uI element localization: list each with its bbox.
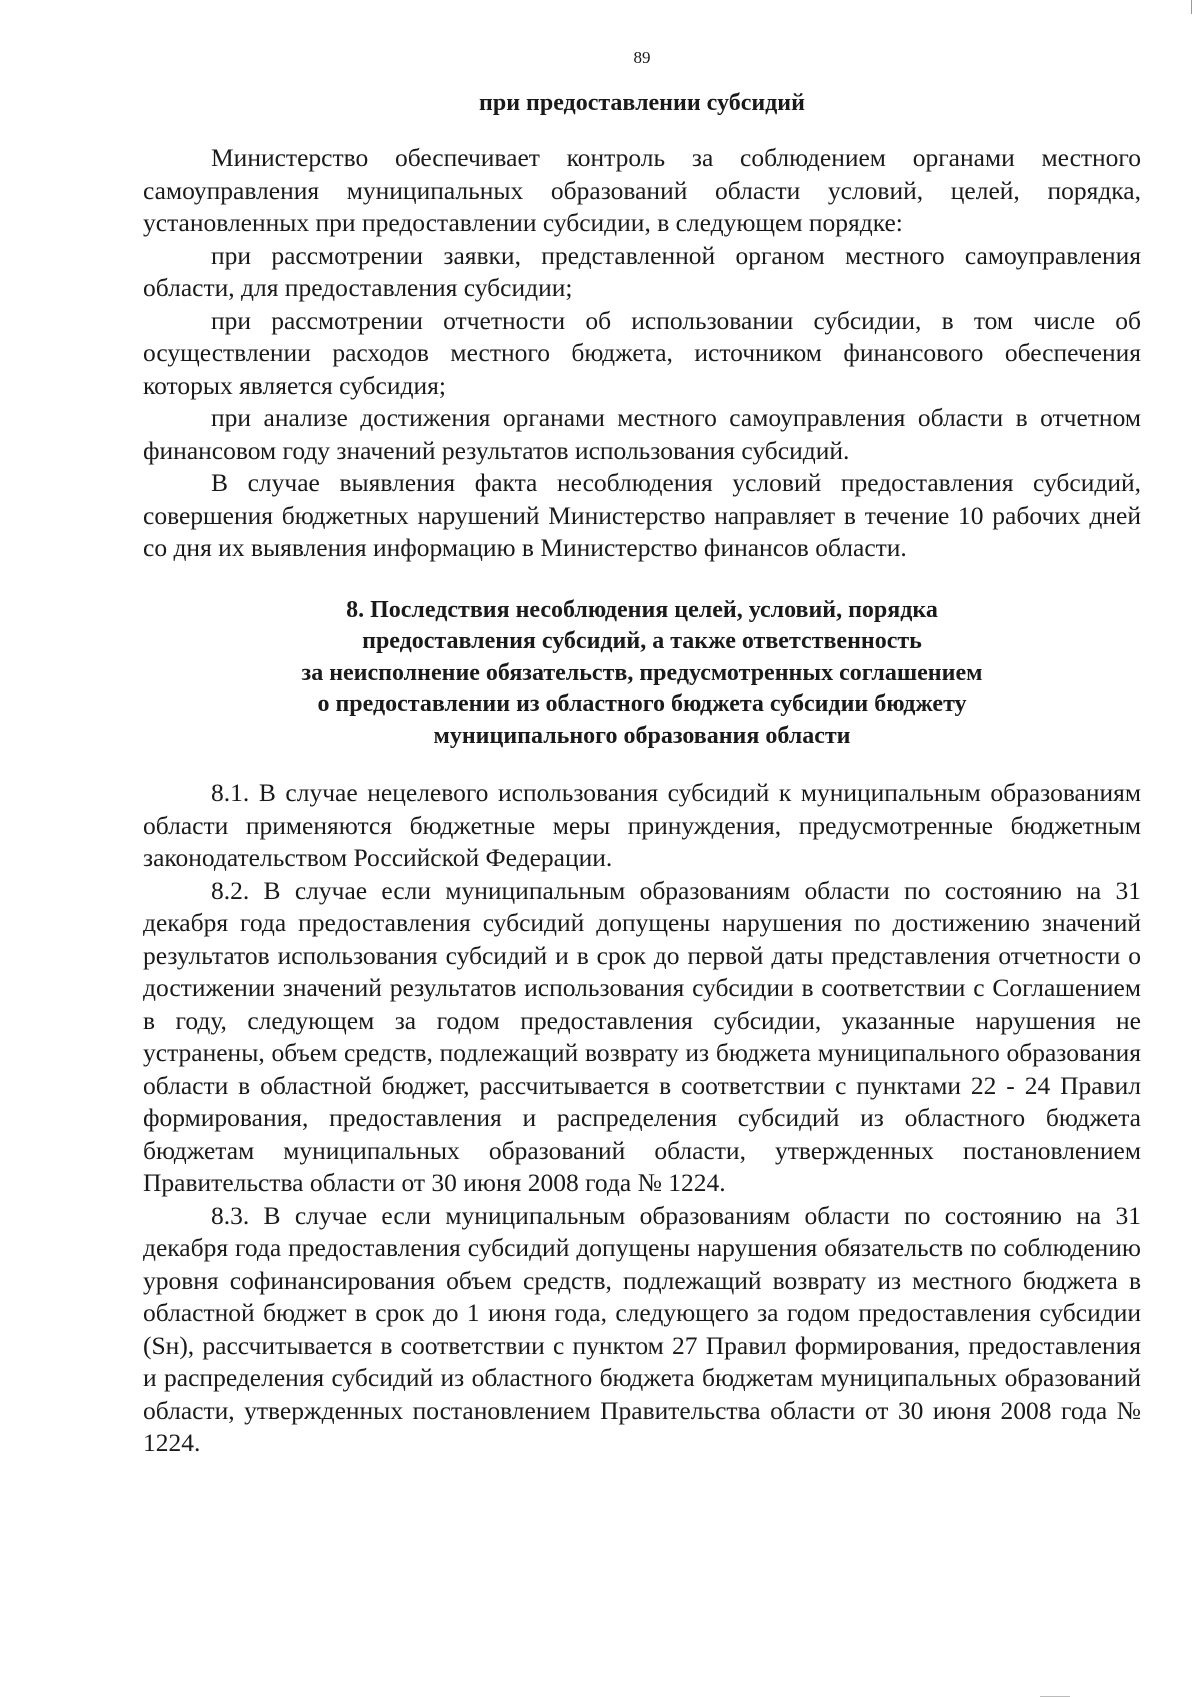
intro-paragraph: при рассмотрении отчетности об использовании субсидии, в том числе об осуществлении расходов местного бюджета, источником финансового обеспечения которых является субсидия; bbox=[143, 305, 1141, 400]
page-number: 89 bbox=[633, 48, 651, 67]
clause-8-3: 8.3. В случае если муниципальным образованиям области по состоянию на 31 декабря года предоставления субсидий допущены нарушения обязательств по соблюдению уровня софинансирования объем средств, подлежащий возврату из местного бюджета в областной бюджет в срок до 1 июня года, следующего за годом предоставления субсидии (Sн), рассчитывается в соответствии с пунктом 27 Правил формирования, предоставления и распределения субсидий из областного бюджета бюджетам муниципальных образований области, утвержденных постановлением Правительства области от 30 июня 2008 года № 1224. bbox=[143, 1200, 1141, 1457]
intro-paragraph: при анализе достижения органами местного самоуправления области в отчетном финансовом году значений результатов использования субсидий. bbox=[143, 403, 1141, 465]
section-title-line: муниципального образования области bbox=[433, 722, 851, 749]
section-title-line: о предоставлении из областного бюджета субсидии бюджету bbox=[317, 691, 967, 717]
scan-edge-mark bbox=[1191, 0, 1192, 14]
section-8-title bbox=[143, 595, 1141, 753]
section-title-line: предоставления субсидий, а также ответственность bbox=[362, 628, 922, 654]
intro-paragraph: В случае выявления факта несоблюдения условий предоставления субсидий, совершения бюджетных нарушений Министерство направляет в течение 10 рабочих дней со дня их выявления информацию в Министерство финансов области. bbox=[143, 468, 1141, 562]
intro-paragraph: при рассмотрении заявки, представленной органом местного самоуправления области, для предоставления субсидии; bbox=[143, 240, 1141, 302]
intro-paragraph: Министерство обеспечивает контроль за соблюдением органами местного самоуправления муниципальных образований области условий, целей, порядка, установленных при предоставлении субсидии, в следующем порядке: bbox=[143, 143, 1141, 237]
section-title-line: за неисполнение обязательств, предусмотренных соглашением bbox=[301, 659, 983, 686]
top-heading: при предоставлении субсидий bbox=[479, 90, 805, 116]
clause-8-1: 8.1. В случае нецелевого использования субсидий к муниципальным образованиям области применяются бюджетные меры принуждения, предусмотренные бюджетным законодательством Российской Федерации. bbox=[143, 778, 1141, 872]
section-title-line: 8. Последствия несоблюдения целей, условий, порядка bbox=[346, 596, 938, 623]
document-page bbox=[143, 48, 1141, 1460]
clause-8-2: 8.2. В случае если муниципальным образованиям области по состоянию на 31 декабря года предоставления субсидий допущены нарушения по достижению значений результатов использования субсидий и в срок до первой даты представления отчетности о достижении значений результатов использования субсидии в соответствии с Соглашением в году, следующем за годом предоставления субсидии, указанные нарушения не устранены, объем средств, подлежащий возврату из бюджета муниципального образования области в областной бюджет, рассчитывается в соответствии с пунктами 22 - 24 Правил формирования, предоставления и распределения субсидий из областного бюджета бюджетам муниципальных образований области, утвержденных постановлением Правительства области от 30 июня 2008 года № 1224. bbox=[143, 875, 1141, 1197]
